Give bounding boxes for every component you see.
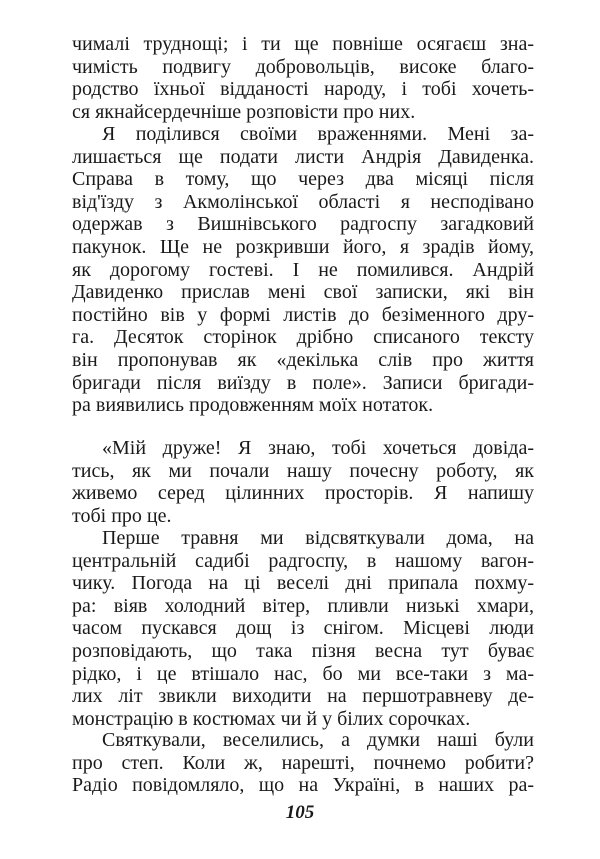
text-line: ра: віяв холодний вітер, пливли низькі хмари, — [72, 594, 534, 617]
text-line: родство їхньої відданості народу, і тобі хочеть- — [72, 78, 534, 101]
text-line: постійно вів у формі листів до безіменного дру- — [72, 303, 534, 326]
text-line: Я поділився своїми враженнями. Мені за- — [102, 123, 534, 145]
text-line: бригади після виїзду в поле». Записи бригади- — [72, 371, 534, 394]
text-line: Справа в тому, що через два місяці після — [72, 168, 534, 191]
text-line: ра виявились продовженням моїх нотаток. — [72, 394, 434, 417]
page-number: 105 — [285, 802, 315, 823]
text-line: ся якнайсердечніше розповісти про них. — [72, 100, 416, 123]
text-line: рідко, і це втішало нас, бо ми все-таки з ма- — [72, 662, 534, 685]
text-line: чику. Погода на ці веселі дні припала похму- — [72, 572, 534, 595]
text-line: тись, як ми почали нашу почесну роботу, як — [72, 459, 534, 482]
text-line: монстрацію в костюмах чи й у білих сорочках. — [72, 707, 471, 730]
text-line: від'їзду з Акмолінської області я несподівано — [72, 190, 534, 213]
text-line: часом пускався дощ із снігом. Місцеві люди — [72, 617, 534, 640]
text-line: про степ. Коли ж, нарешті, почнемо робити? — [72, 751, 534, 774]
text-line: лих літ звикли виходити на першотравневу де- — [72, 685, 534, 708]
text-line: Перше травня ми відсвяткували дома, на — [102, 527, 534, 549]
text-line: чимість подвигу добровольців, високе благо- — [72, 55, 534, 78]
text-line: як дорогому гостеві. І не помилився. Андрій — [72, 258, 534, 281]
text-line: Радіо повідомляло, що на Україні, в наших ра- — [72, 774, 534, 797]
text-line: Давиденко прислав мені свої записки, які він — [72, 281, 534, 304]
text-line: лишається ще подати листи Андрія Давиденка. — [72, 145, 534, 168]
paragraph-4 — [72, 527, 534, 730]
text-line: він пропонував як «декілька слів про життя — [72, 348, 534, 371]
text-line: одержав з Вишнівського радгоспу загадковий — [72, 213, 534, 236]
text-line: Святкували, веселились, а думки наші були — [102, 729, 534, 751]
paragraph-5 — [72, 729, 534, 797]
text-line: розповідають, що така пізня весна тут буває — [72, 639, 534, 662]
paragraph-1 — [72, 33, 534, 123]
text-line: живемо серед цілинних просторів. Я напишу — [72, 482, 534, 505]
text-line: центральній садибі радгоспу, в нашому вагон- — [72, 549, 534, 572]
text-line: пакунок. Ще не розкривши його, я зрадів йому, — [72, 235, 534, 258]
text-line: тобі про це. — [72, 504, 172, 527]
text-line: чималі труднощі; і ти ще повніше осягаєш зна- — [72, 33, 534, 55]
paragraph-2 — [72, 123, 534, 417]
text-line: «Мій друже! Я знаю, тобі хочеться довіда- — [102, 437, 534, 459]
text-line: га. Десяток сторінок дрібно списаного тексту — [72, 326, 534, 349]
paragraph-3 — [72, 437, 534, 527]
